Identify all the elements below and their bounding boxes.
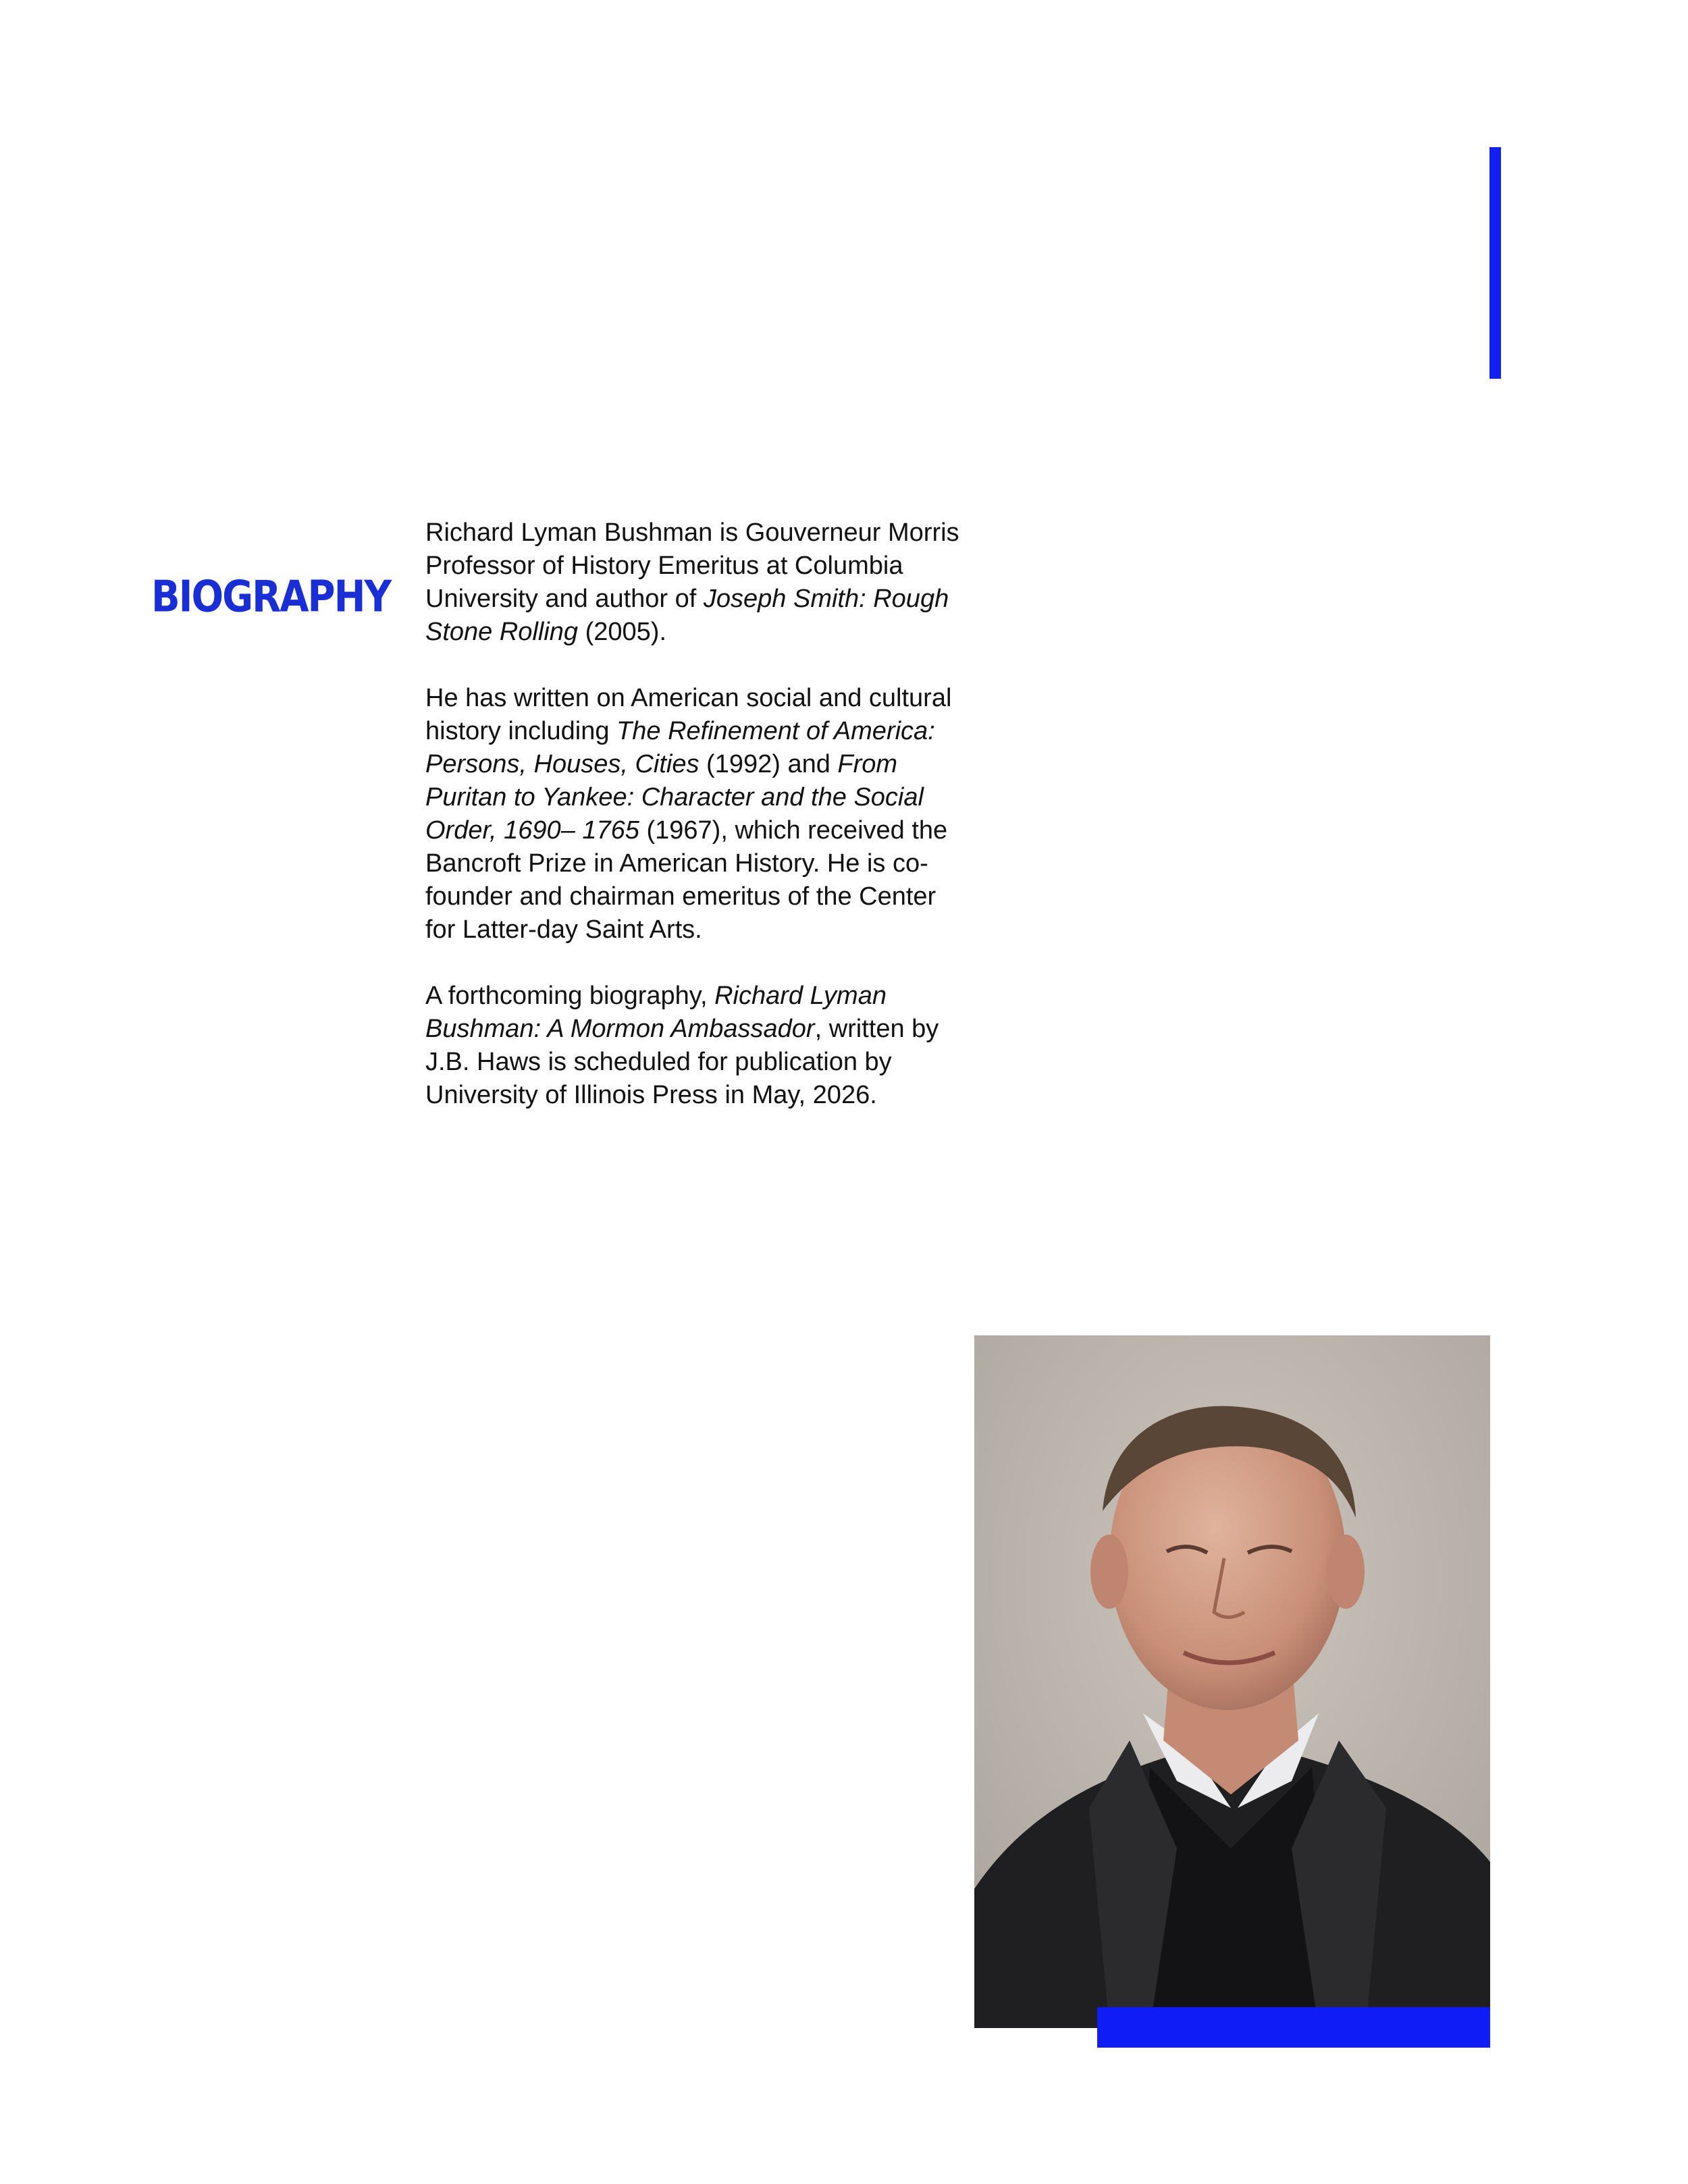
accent-bar-top [1489, 147, 1501, 379]
section-heading: BIOGRAPHY [151, 571, 391, 622]
book-title: Richard Lyman Bushman: A Mormon Ambassador [425, 982, 887, 1043]
bio-paragraph-3: A forthcoming biography, Richard Lyman Bushman: A Mormon Ambassador, written by J.B. Haws is scheduled for publication by University of Illinois Press in May, 2026. [425, 982, 939, 1109]
bio-paragraph-2: He has written on American social and cultural history including The Refinement of America: Persons, Houses, Cities (1992) and From Puritan to Yankee: Character and the Social Order, 1690– 1765 (1967), which received the Bancroft Prize in American History. He is co-founder and chairman emeritus of the Center for Latter-day Saint Arts. [425, 684, 952, 944]
biography-text [425, 516, 966, 1145]
accent-bar-bottom [1097, 2007, 1490, 2048]
book-title: From Puritan to Yankee: Character and the Social Order, 1690– 1765 [425, 750, 924, 845]
portrait-illustration [974, 1335, 1490, 2028]
bio-paragraph-1: Richard Lyman Bushman is Gouverneur Morris Professor of History Emeritus at Columbia University and author of Joseph Smith: Rough Stone Rolling (2005). [425, 518, 959, 646]
portrait-photo [974, 1335, 1490, 2028]
book-title: Joseph Smith: Rough Stone Rolling [425, 585, 949, 646]
book-title: The Refinement of America: Persons, Houses, Cities [425, 717, 935, 778]
